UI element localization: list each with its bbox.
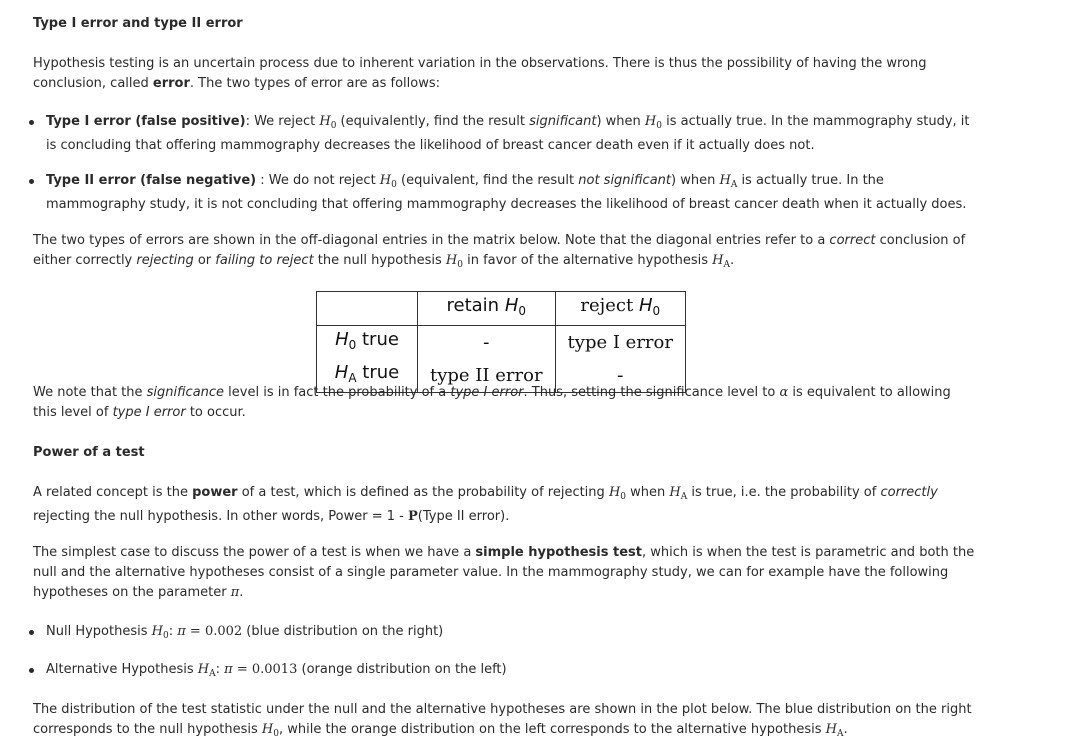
bullet-dot	[29, 668, 34, 673]
matrix-cell: -	[617, 364, 624, 386]
intro-paragraph: Hypothesis testing is an uncertain process due to inherent variation in the observations. There is thus the possibility of having the wrong conclusion, called error. The two types of error are as follows:	[33, 56, 927, 91]
matrix-cell: -	[418, 326, 556, 360]
column-header-retain: retain $H_0$	[418, 292, 556, 326]
bullet-dot	[29, 120, 34, 125]
matrix-intro-paragraph: The two types of errors are shown in the off-diagonal entries in the matrix below. Note that the diagonal entries refer to a correct conclusion of either correctly rejecting or failing to reject the null hypothesis $H_0$ in favor of the alternative hypothesis $H_A$.	[33, 233, 966, 270]
row-header-h0-true: $H_0$ true	[317, 326, 418, 360]
power-paragraph: A related concept is the power of a test, which is defined as the probability of rejecting $H_0$ when $H_A$ is true, i.e. the probability of correctly rejecting the null hypothesis. In other words, Power = 1 - P(Type II error).	[33, 485, 938, 524]
bullet-dot	[29, 630, 34, 635]
table-row	[317, 326, 686, 360]
matrix-cell-type-2-error: type II error	[418, 359, 556, 393]
error-matrix-table	[316, 291, 686, 393]
section-heading-type-errors: Type I error and type II error	[33, 16, 243, 31]
table-row	[317, 292, 686, 326]
h0-symbol: $H_0$	[319, 114, 337, 131]
list-item-type-1-error: Type I error (false positive): We reject $H_0$ (equivalently, find the result significant) when $H_0$ is actually true. In the mammography study, it is concluding that offering mammography decreases the likelihood of breast cancer death even if it actually does not.	[29, 112, 974, 156]
section-heading-power: Power of a test	[33, 445, 145, 460]
row-header-ha-true: $H_A$ true	[317, 359, 418, 393]
table-corner-cell	[317, 292, 418, 326]
significance-paragraph: We note that the significance level is in fact the probability of a type I error. Thus, setting the significance level to α is equivalent to allowing this level of type I error to occur.	[33, 385, 951, 420]
list-item-alternative-hypothesis: Alternative Hypothesis $H_A$: π = 0.0013 (orange distribution on the left)	[29, 660, 974, 684]
matrix-cell-type-1-error: type I error	[567, 331, 673, 353]
alpha-symbol: α	[779, 385, 789, 400]
bullet-dot	[29, 179, 34, 184]
list-item-null-hypothesis: Null Hypothesis $H_0$: π = 0.002 (blue distribution on the right)	[29, 622, 974, 646]
column-header-reject: reject $H_0$	[555, 292, 685, 326]
list-item-type-2-error: Type II error (false negative) : We do not reject $H_0$ (equivalent, find the result not significant) when $H_A$ is actually true. In the mammography study, it is not concluding that offering mammography decreases the likelihood of breast cancer death when it actually does.	[29, 171, 974, 215]
distribution-paragraph: The distribution of the test statistic under the null and the alternative hypotheses are shown in the plot below. The blue distribution on the right corresponds to the null hypothesis $H_0$, while the orange distribution on the left corresponds to the alternative hypothesis $H_A$.	[33, 702, 972, 739]
simple-hypothesis-paragraph: The simplest case to discuss the power of a test is when we have a simple hypothesis test, which is when the test is parametric and both the null and the alternative hypotheses consist of a single parameter value. In the mammography study, we can for example have the following hypotheses on the parameter π.	[33, 545, 975, 600]
